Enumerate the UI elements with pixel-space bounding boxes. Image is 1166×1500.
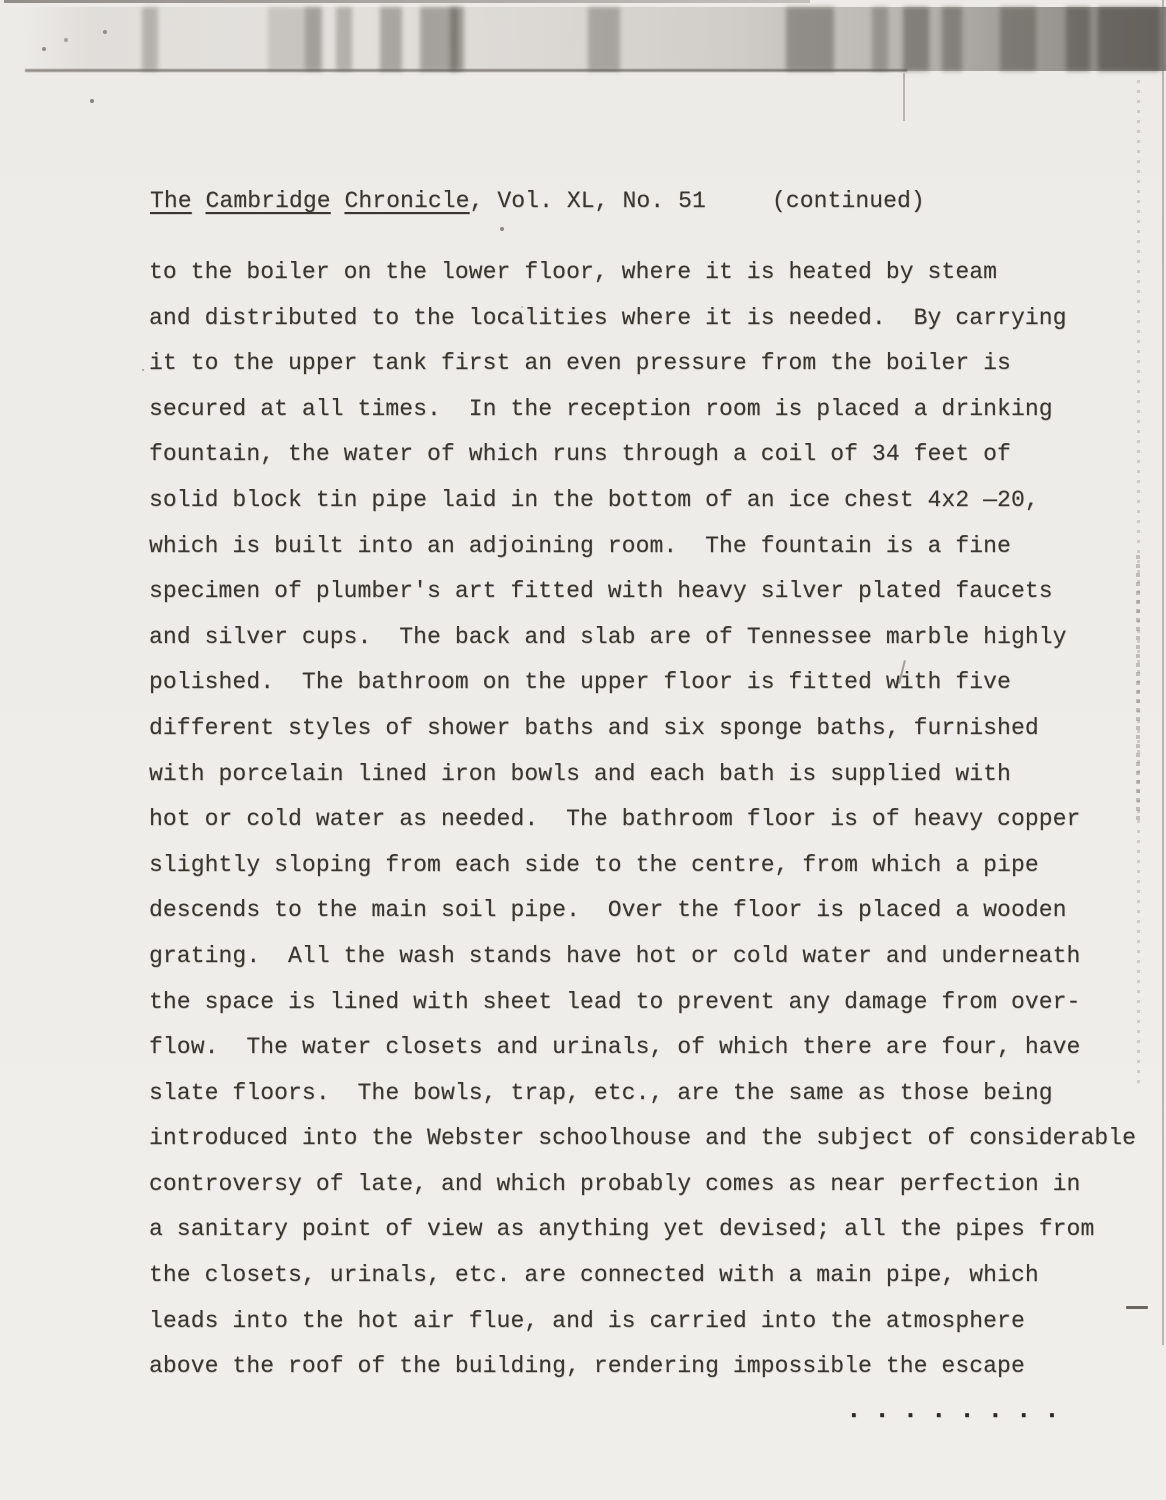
text-line: above the roof of the building, rendering impossible the escape bbox=[149, 1353, 1025, 1380]
text-line: the closets, urinals, etc. are connected with a main pipe, which bbox=[149, 1262, 1039, 1289]
text-line: fountain, the water of which runs through a coil of 34 feet of bbox=[149, 441, 1011, 468]
scan-right-edge-line bbox=[1162, 0, 1164, 1345]
scan-streak bbox=[1066, 7, 1090, 71]
scan-edge-line-top bbox=[4, 0, 810, 3]
text-line: to the boiler on the lower floor, where it is heated by steam bbox=[149, 259, 998, 285]
text-line: introduced into the Webster schoolhouse and the subject of considerable bbox=[149, 1125, 1137, 1152]
body-text bbox=[149, 250, 1136, 1390]
text-line: slightly sloping from each side to the centre, from which a pipe bbox=[149, 851, 1039, 878]
title-word-underlined: Cambridge bbox=[205, 188, 331, 214]
title-word-underlined: The bbox=[150, 188, 192, 214]
scan-streak bbox=[380, 7, 402, 71]
text-line: specimen of plumber's art fitted with heavy silver plated faucets bbox=[149, 578, 1053, 605]
text-line: polished. The bathroom on the upper floor is fitted with five bbox=[149, 669, 1011, 696]
text-line: grating. All the wash stands have hot or cold water and underneath bbox=[149, 942, 1081, 969]
scan-streak bbox=[872, 7, 888, 71]
text-line: different styles of shower baths and six sponge baths, furnished bbox=[149, 714, 1039, 741]
scan-streak bbox=[942, 7, 962, 71]
scan-streak bbox=[1000, 7, 1036, 71]
scan-streak bbox=[786, 7, 834, 71]
text-line: solid block tin pipe laid in the bottom of an ice chest 4x2 —20, bbox=[149, 486, 1039, 513]
continued-label: (continued) bbox=[771, 188, 925, 214]
text-line: controversy of late, and which probably comes as near perfection in bbox=[149, 1170, 1081, 1197]
text-line: with porcelain lined iron bowls and each bath is supplied with bbox=[149, 760, 1011, 787]
title-suffix: , Vol. XL, No. 51 bbox=[469, 188, 706, 214]
text-line: the space is lined with sheet lead to prevent any damage from over- bbox=[149, 988, 1081, 1015]
scan-speckles bbox=[0, 0, 4, 4]
text-line: leads into the hot air flue, and is carried into the atmosphere bbox=[149, 1307, 1025, 1334]
scan-streak bbox=[142, 7, 158, 71]
text-line: a sanitary point of view as anything yet devised; all the pipes from bbox=[149, 1216, 1095, 1243]
text-line: hot or cold water as needed. The bathroom floor is of heavy copper bbox=[149, 806, 1081, 833]
scan-streak bbox=[903, 7, 929, 71]
text-line: slate floors. The bowls, trap, etc., are the same as those being bbox=[149, 1079, 1053, 1106]
scan-streak bbox=[336, 7, 352, 71]
text-line: which is built into an adjoining room. The fountain is a fine bbox=[149, 532, 1011, 559]
ellipsis-dot-row: ........ bbox=[846, 1395, 1073, 1425]
text-line: secured at all times. In the reception room is placed a drinking bbox=[149, 395, 1053, 422]
scan-streak bbox=[588, 7, 620, 71]
scan-streak bbox=[1098, 7, 1160, 71]
document-title bbox=[150, 188, 925, 214]
scan-crease-line bbox=[903, 73, 905, 121]
text-line: flow. The water closets and urinals, of which there are four, have bbox=[149, 1034, 1081, 1061]
scan-smudge-band bbox=[22, 7, 1166, 71]
text-line: and distributed to the localities where it is needed. By carrying bbox=[149, 304, 1067, 331]
scan-streak bbox=[305, 7, 321, 71]
scan-margin-streak-dark bbox=[1136, 555, 1140, 820]
scan-edge-line-bottom bbox=[25, 69, 907, 72]
text-line: it to the upper tank first an even pressure from the boiler is bbox=[149, 350, 1011, 377]
scan-streak bbox=[450, 7, 464, 71]
title-word-underlined: Chronicle bbox=[344, 188, 470, 214]
text-line: and silver cups. The back and slab are of Tennessee marble highly bbox=[149, 623, 1067, 650]
text-line: descends to the main soil pipe. Over the floor is placed a wooden bbox=[149, 897, 1067, 924]
